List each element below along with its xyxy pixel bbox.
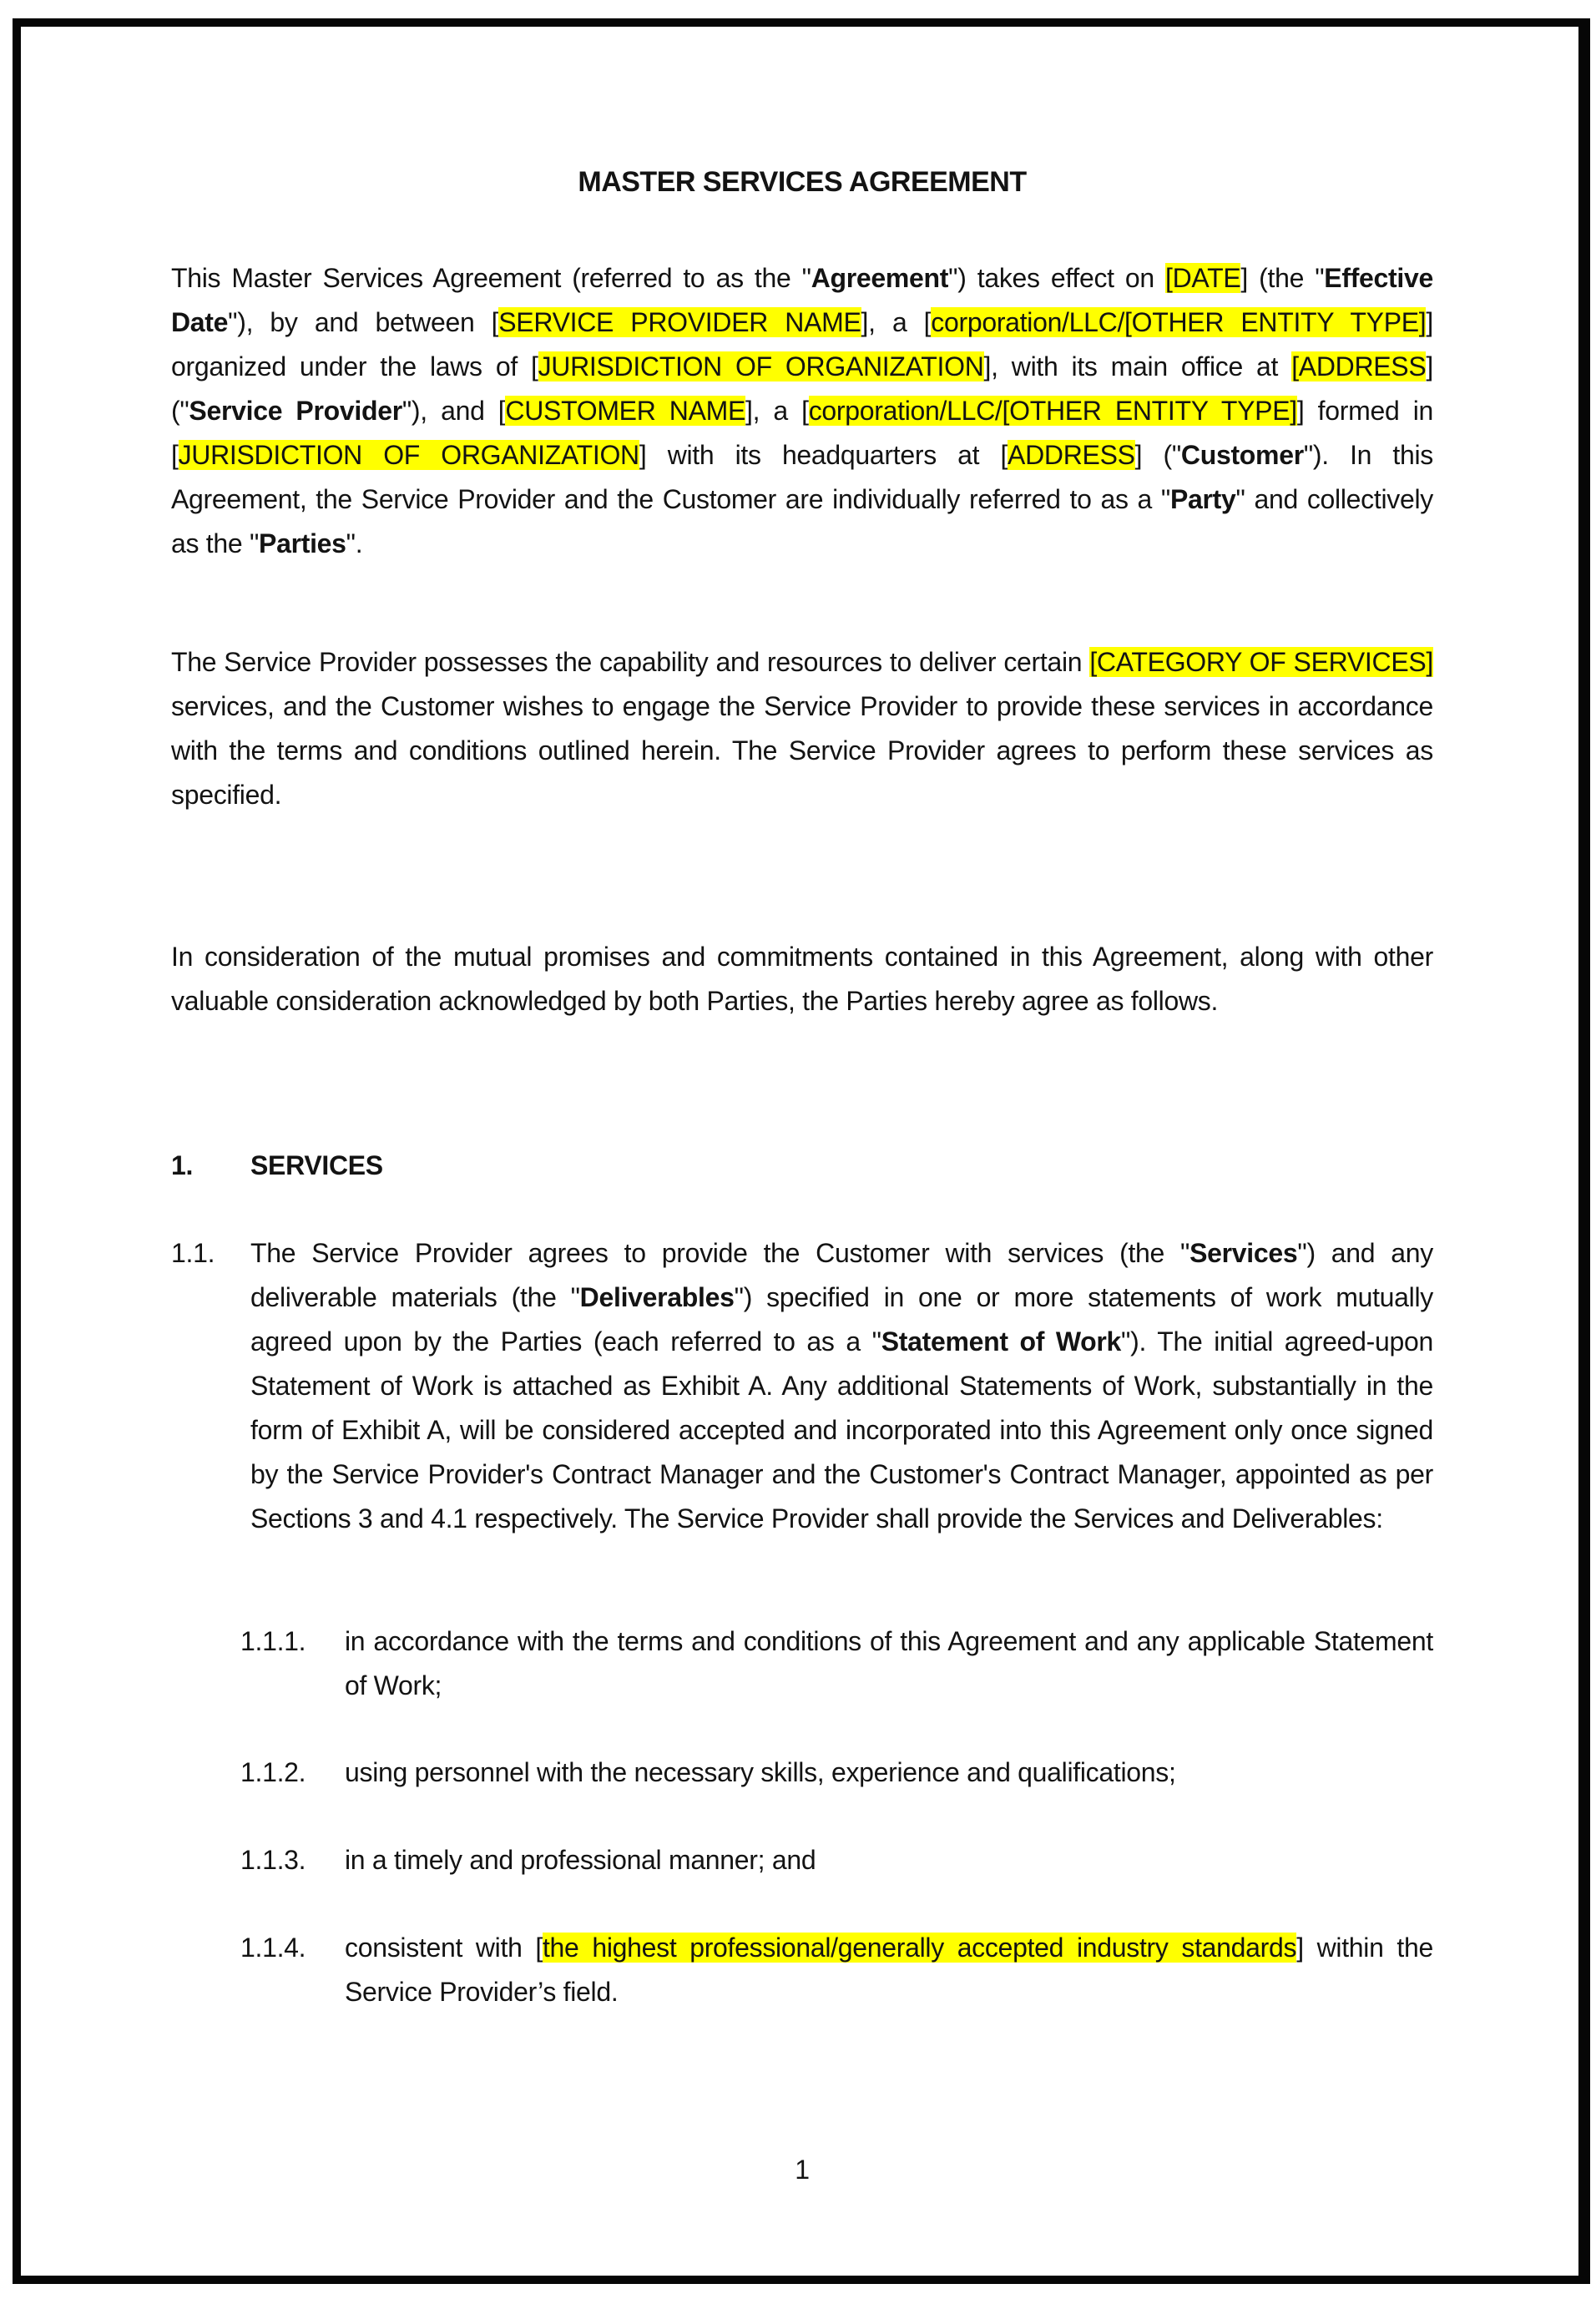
highlighted-placeholder: ADDRESS (1008, 440, 1135, 470)
subclause-1-1-3 (240, 1838, 1433, 1882)
text-run: "), by and between [ (228, 307, 499, 337)
text-run: This Master Services Agreement (referred to as the " (171, 263, 811, 293)
text-run: services, and the Customer wishes to engage the Service Provider to provide these services in accordance with the terms and conditions outlined herein. The Service Provider agrees to perform these services as specified. (171, 691, 1433, 810)
subclause-1-1-2-number: 1.1.2. (240, 1757, 306, 1787)
text-run: "). The initial agreed-upon Statement of Work is attached as Exhibit A. Any additional Statements of Work, substantially in the form of Exhibit A, will be considered accepted and incorporated into this Agreement only once signed by the Service Provider's Contract Manager and the Customer's Contract Manager, appointed as per Sections 3 and 4.1 respectively. The Service Provider shall provide the Services and Deliverables: (250, 1326, 1433, 1533)
page-number: 1 (795, 2155, 810, 2185)
subclause-1-1-2 (240, 1751, 1433, 1795)
highlighted-placeholder: corporation/LLC/[OTHER ENTITY TYPE] (808, 396, 1297, 426)
highlighted-placeholder: [CATEGORY OF SERVICES] (1089, 647, 1433, 677)
highlighted-placeholder: SERVICE PROVIDER NAME (498, 307, 861, 337)
recital-paragraph-consideration (171, 935, 1433, 1023)
subclause-1-1-1 (240, 1619, 1433, 1708)
text-run: ] (the " (1240, 263, 1325, 293)
text-run: consistent with [ (345, 1933, 543, 1963)
text-run: ] (" (171, 351, 1433, 426)
subclause-1-1-1-number: 1.1.1. (240, 1626, 306, 1656)
subclause-1-1-4 (240, 1926, 1433, 2014)
text-run: ] formed in [ (171, 396, 1433, 470)
text-run: ") specified in one or more statements of work mutually agreed upon by the Parties (each referred to as a " (250, 1282, 1433, 1357)
text-run: ") and any deliverable materials (the " (250, 1238, 1433, 1312)
text-run: in a timely and professional manner; and (345, 1845, 816, 1875)
defined-term: Statement of Work (881, 1326, 1122, 1357)
highlighted-placeholder: [ADDRESS (1291, 351, 1427, 381)
text-run: In consideration of the mutual promises and commitments contained in this Agreement, along with other valuable consideration acknowledged by both Parties, the Parties hereby agree as follows. (171, 942, 1433, 1016)
highlighted-placeholder: [DATE (1165, 263, 1241, 293)
subclause-1-1-2-text (345, 1757, 1176, 1787)
text-run: " and collectively as the " (171, 484, 1433, 558)
section-1-heading (171, 1144, 1433, 1188)
defined-term: Agreement (811, 263, 949, 293)
clause-1-1 (171, 1231, 1433, 1541)
defined-term: Party (1169, 484, 1236, 514)
section-1-number: 1. (171, 1150, 194, 1180)
text-run: ] organized under the laws of [ (171, 307, 1433, 381)
highlighted-placeholder: corporation/LLC/[OTHER ENTITY TYPE] (931, 307, 1427, 337)
clause-1-1-text (250, 1238, 1433, 1533)
text-run: "), and [ (402, 396, 506, 426)
subclause-1-1-4-text (345, 1933, 1433, 2007)
text-run: "). In this Agreement, the Service Provider and the Customer are individually referred to as a " (171, 440, 1433, 514)
text-run: ] (" (1134, 440, 1181, 470)
defined-term: Services (1189, 1238, 1298, 1268)
defined-term: Parties (259, 528, 346, 558)
text-run: ], a [ (745, 396, 809, 426)
defined-term: Customer (1180, 440, 1304, 470)
text-run: in accordance with the terms and conditions of this Agreement and any applicable Statement of Work; (345, 1626, 1433, 1700)
text-run: ], a [ (861, 307, 932, 337)
text-run: using personnel with the necessary skills, experience and qualifications; (345, 1757, 1176, 1787)
text-run: ] within the Service Provider’s field. (345, 1933, 1433, 2007)
section-1-title: SERVICES (250, 1150, 383, 1180)
recital-paragraph-capability (171, 640, 1433, 817)
text-run: ], with its main office at (983, 351, 1292, 381)
defined-term: Service Provider (189, 396, 402, 426)
subclause-1-1-3-number: 1.1.3. (240, 1845, 306, 1875)
document-title: MASTER SERVICES AGREEMENT (578, 166, 1027, 198)
text-run: The Service Provider possesses the capability and resources to deliver certain (171, 647, 1090, 677)
defined-term: Effective Date (171, 263, 1433, 337)
subclause-1-1-3-text (345, 1845, 816, 1875)
text-run: ] with its headquarters at [ (639, 440, 1008, 470)
highlighted-placeholder: the highest professional/generally accepted industry standards (542, 1933, 1297, 1963)
clause-1-1-number: 1.1. (171, 1238, 215, 1268)
highlighted-placeholder: CUSTOMER NAME (505, 396, 746, 426)
defined-term: Deliverables (579, 1282, 735, 1312)
subclause-1-1-4-number: 1.1.4. (240, 1933, 306, 1963)
text-run: The Service Provider agrees to provide the Customer with services (the " (250, 1238, 1190, 1268)
subclause-1-1-1-text (345, 1626, 1433, 1700)
highlighted-placeholder: JURISDICTION OF ORGANIZATION (178, 440, 639, 470)
text-run: ") takes effect on (948, 263, 1166, 293)
text-run: ". (346, 528, 363, 558)
intro-paragraph (171, 256, 1433, 566)
highlighted-placeholder: JURISDICTION OF ORGANIZATION (538, 351, 984, 381)
